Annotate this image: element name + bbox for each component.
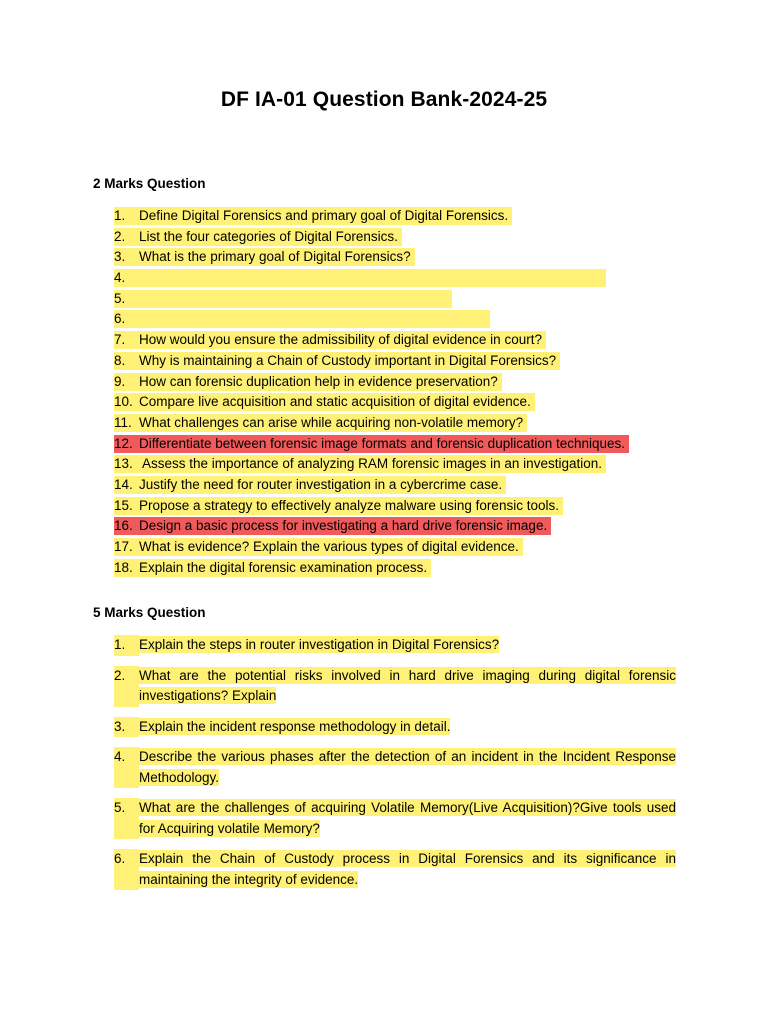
question-highlight [114, 435, 629, 453]
question-row [114, 227, 674, 248]
question-number: 3. [114, 249, 126, 265]
question-highlight [114, 497, 563, 515]
question-row [114, 434, 674, 455]
question-highlight [114, 352, 560, 370]
question-row [114, 351, 674, 372]
question-number: 4. [114, 747, 139, 788]
question-number: 7. [114, 332, 126, 348]
question-row [114, 496, 674, 517]
question-number: 16. [114, 518, 133, 534]
question-number: 9. [114, 373, 126, 389]
question-text: What are the potential risks involved in hard drive imaging during digital forensic investigations? Explain [139, 667, 676, 703]
question-number: 2. [114, 228, 126, 244]
question-row [114, 392, 674, 413]
question-highlight [114, 517, 551, 535]
question-text: Why is maintaining a Chain of Custody important in Digital Forensics? [139, 352, 557, 368]
question-text: Justify the need for router investigation in a cybercrime case. [139, 476, 503, 492]
question-text: Propose a strategy to effectively analyze malware using forensic tools. [139, 497, 559, 513]
question-row [114, 475, 674, 496]
question-number: 13. [114, 456, 133, 472]
question-number: 15. [114, 497, 133, 513]
question-highlight [114, 269, 606, 287]
question-row [114, 717, 676, 738]
question-highlight [114, 373, 502, 391]
question-row [114, 798, 676, 839]
question-text: Differentiate between forensic image formats and forensic duplication techniques. [139, 435, 626, 451]
question-row [114, 206, 674, 227]
question-row [114, 413, 674, 434]
question-number: 11. [114, 414, 132, 430]
question-number: 5. [114, 798, 139, 839]
question-text: Design a basic process for investigating a hard drive forensic image. [139, 518, 548, 534]
document-title: DF IA-01 Question Bank-2024-25 [220, 88, 548, 111]
question-text: What is evidence? Explain the various types of digital evidence. [139, 539, 519, 554]
question-number: 10. [114, 394, 133, 410]
question-text: Explain the steps in router investigation in Digital Forensics? [139, 637, 500, 652]
question-highlight [114, 248, 415, 266]
question-text: What are the challenges of acquiring Volatile Memory(Live Acquisition)?Give tools used for Acquiring volatile Memory? [139, 800, 676, 836]
two-marks-list [114, 206, 674, 578]
question-row [114, 849, 676, 890]
question-row [114, 268, 674, 289]
question-text: What challenges can arise while acquiring non-volatile memory? [139, 414, 524, 430]
question-text: List the four categories of Digital Forensics. [139, 228, 398, 244]
question-row [114, 635, 676, 656]
question-row [114, 747, 676, 788]
question-text: How would you ensure the admissibility of digital evidence in court? [139, 332, 542, 348]
question-highlight [114, 538, 523, 556]
five-marks-heading: 5 Marks Question [93, 605, 206, 620]
question-text: Define Digital Forensics and primary goal of Digital Forensics. [139, 208, 509, 223]
question-row [114, 454, 674, 475]
question-text: Assess the importance of analyzing RAM forensic images in an investigation. [139, 456, 602, 472]
question-number: 5. [114, 290, 126, 306]
question-highlight [114, 310, 490, 328]
question-number: 6. [114, 849, 139, 890]
question-text: What is the primary goal of Digital Forensics? [139, 249, 411, 265]
question-number: 17. [114, 539, 133, 554]
question-number: 3. [114, 717, 139, 738]
question-number: 6. [114, 311, 126, 327]
question-number: 14. [114, 476, 133, 492]
question-number: 8. [114, 352, 126, 368]
question-row [114, 372, 674, 393]
question-highlight [114, 393, 535, 411]
two-marks-heading: 2 Marks Question [93, 176, 206, 191]
question-row [114, 309, 674, 330]
question-row [114, 330, 674, 351]
five-marks-list [114, 635, 676, 900]
question-row [114, 289, 674, 310]
question-highlight [114, 331, 546, 349]
question-number: 18. [114, 559, 133, 575]
question-highlight [114, 476, 506, 494]
question-highlight [114, 414, 527, 432]
question-row [114, 537, 674, 558]
question-number: 1. [114, 208, 126, 223]
question-text: Compare live acquisition and static acquisition of digital evidence. [139, 394, 531, 410]
question-row [114, 247, 674, 268]
question-text: Explain the incident response methodology in detail. [139, 718, 451, 734]
question-number: 1. [114, 635, 139, 656]
question-number: 4. [114, 270, 126, 286]
question-text: Explain the digital forensic examination process. [139, 559, 428, 575]
question-number: 2. [114, 666, 139, 707]
question-row [114, 666, 676, 707]
question-text: Explain the Chain of Custody process in Digital Forensics and its significance in maintaining the integrity of evidence. [139, 851, 676, 887]
question-text: How can forensic duplication help in evidence preservation? [139, 373, 498, 389]
question-row [114, 516, 674, 537]
question-row [114, 558, 674, 579]
question-text: Describe the various phases after the detection of an incident in the Incident Response Methodology. [139, 749, 676, 785]
question-number: 12. [114, 435, 133, 451]
question-highlight [114, 207, 512, 225]
question-highlight [114, 455, 606, 473]
question-highlight [114, 290, 452, 308]
question-highlight [114, 228, 402, 246]
question-highlight [114, 559, 431, 577]
